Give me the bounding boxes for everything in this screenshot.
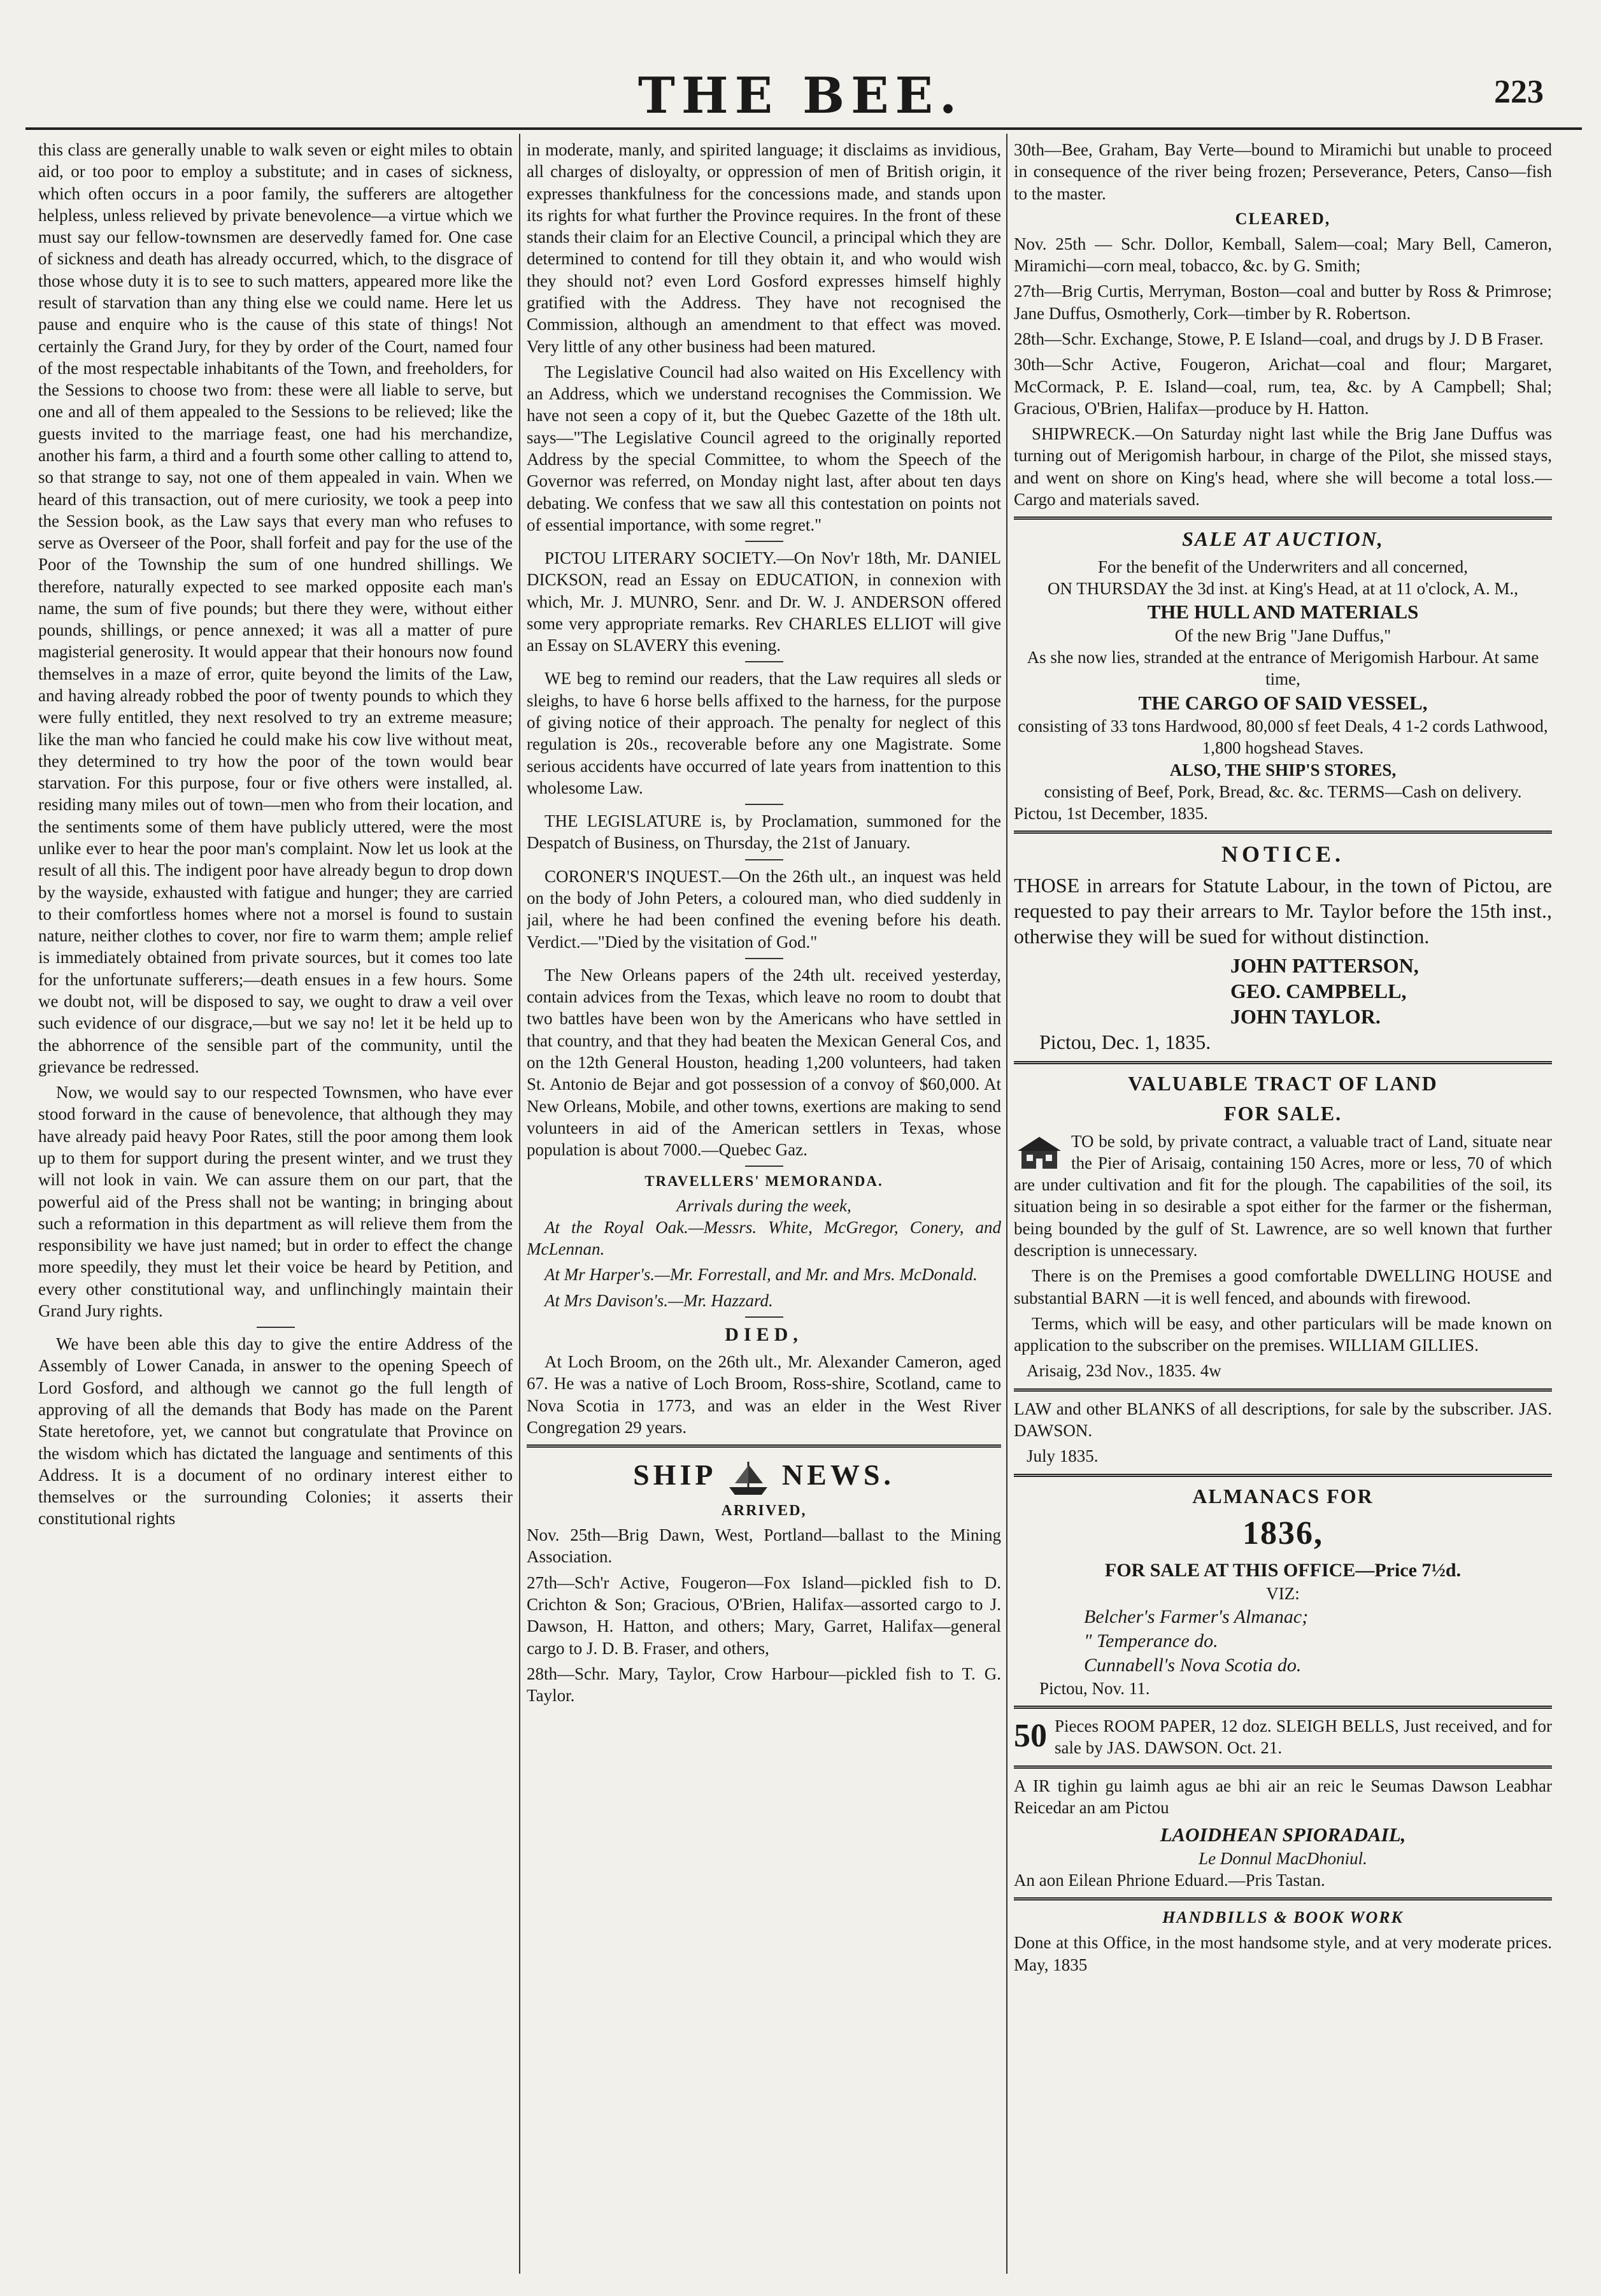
- land-text: There is on the Premises a good comfortable DWELLING HOUSE and substantial BARN —it is well fenced, and abounds with firewood.: [1014, 1266, 1552, 1308]
- auction-title: SALE AT AUCTION,: [1182, 527, 1384, 551]
- auction-ad: [1014, 526, 1552, 824]
- travellers-heading: TRAVELLERS' MEMORANDA.: [644, 1173, 883, 1190]
- traveller-entry: At Mr Harper's.—Mr. Forrestall, and Mr. and Mrs. McDonald.: [544, 1265, 978, 1285]
- arrived-heading: ARRIVED,: [721, 1502, 807, 1519]
- gaelic-title: LAOIDHEAN SPIORADAIL,: [1160, 1823, 1406, 1846]
- notice-signer: JOHN TAYLOR.: [1230, 1005, 1381, 1029]
- handbills-ad: [1014, 1907, 1552, 1976]
- separator: [745, 804, 783, 805]
- land-text: Terms, which will be easy, and other particulars will be made known on application to the subscriber on the premises. WILLIAM GILLIES.: [1014, 1313, 1552, 1355]
- masthead-rule: [25, 127, 1582, 130]
- article-paragraph: WE beg to remind our readers, that the Law requires all sleds or sleighs, to have 6 horse bells affixed to the harness, for the purpose of giving notice of their approach. The penalty for neglect of this regulation is 20s., recoverable before any one Magistrate. Some serious accidents have occurred of late years from inattention to this wholesome Law.: [527, 669, 1001, 797]
- double-rule: [1014, 831, 1552, 834]
- land-title: VALUABLE TRACT OF LAND: [1128, 1072, 1438, 1095]
- almanac-title: ALMANACS FOR: [1192, 1484, 1374, 1508]
- gaelic-ad: [1014, 1775, 1552, 1891]
- arrival-entry: Nov. 25th—Brig Dawn, West, Portland—ballast to the Mining Association.: [527, 1525, 1001, 1567]
- column-3: [1014, 139, 1552, 2241]
- notice-ad: [1014, 840, 1552, 1055]
- auction-line: THE CARGO OF SAID VESSEL,: [1138, 691, 1428, 714]
- gaelic-author: Le Donnul MacDhoniul.: [1199, 1848, 1367, 1868]
- notice-signer: GEO. CAMPBELL,: [1230, 980, 1407, 1003]
- separator: [745, 541, 783, 542]
- ship-news-left: SHIP: [633, 1458, 715, 1492]
- article-paragraph: We have been able this day to give the entire Address of the Assembly of Lower Canada, in answer to the opening Speech of Lord Gosford, and although we cannot go the full length of approving of all the demands that Body has made on the Parent State heretofore, yet, we cannot but congratulate that Province on the wisdom which has dictated the language and sentiments of this Address. It is a document of no ordinary interest either to themselves or the surrounding Colonies; it asserts their constitutional rights: [38, 1334, 513, 1529]
- almanac-ad: [1014, 1483, 1552, 1700]
- cleared-entry: 30th—Schr Active, Fougeron, Arichat—coal and flour; Margaret, McCormack, P. E. Island—coal, rum, tea, &c. by A Campbell; Shal; Gracious, O'Brien, Halifax—produce by H. Hatton.: [1014, 355, 1552, 418]
- cleared-heading: CLEARED,: [1235, 209, 1331, 228]
- page-number: 223: [1494, 74, 1544, 110]
- gaelic-price: An aon Eilean Phrione Eduard.—Pris Tastan.: [1014, 1870, 1325, 1890]
- almanac-viz: VIZ:: [1266, 1584, 1300, 1604]
- almanac-date: Pictou, Nov. 11.: [1039, 1678, 1150, 1698]
- notice-signer: JOHN PATTERSON,: [1230, 954, 1419, 978]
- cleared-entry: Nov. 25th — Schr. Dollor, Kemball, Salem—coal; Mary Bell, Cameron, Miramichi—corn meal, tobacco, &c. by G. Smith;: [1014, 234, 1552, 276]
- traveller-entry: At the Royal Oak.—Messrs. White, McGregor, Conery, and McLennan.: [527, 1217, 1001, 1259]
- land-text: TO be sold, by private contract, a valuable tract of Land, situate near the Pier of Arisaig, containing 150 Acres, more or less, 70 of which are under cultivation and fit for the plough. The capabilities of the soil, its situation being in so desirable a spot either for the farmer or the fisherman, being bounded by the gulf of St. Lawrence, are so well known that further description is unnecessary.: [1014, 1131, 1552, 1260]
- double-rule: [1014, 517, 1552, 520]
- masthead: [0, 61, 1601, 125]
- almanac-item: Belcher's Farmer's Almanac;: [1084, 1606, 1309, 1627]
- almanac-sale: FOR SALE AT THIS OFFICE—Price 7½d.: [1104, 1560, 1462, 1581]
- article-paragraph: The Legislative Council had also waited on His Excellency with an Address, which we understand recognises the Commission. We have not seen a copy of it, but the Quebec Gazette of the 18th ult. says—"The Legislative Council agreed to the originally reported Address by the special Committee, to whom the Speech of the Governor was referred, on Monday night last, after about ten days debating. We confess that we saw all this contestation on points not of essential importance, with some regret.": [527, 362, 1001, 534]
- double-rule: [1014, 1897, 1552, 1900]
- auction-line: consisting of 33 tons Hardwood, 80,000 sf feet Deals, 4 1-2 cords Lathwood, 1,800 hogshead Staves.: [1018, 716, 1548, 758]
- room-paper-number: 50: [1014, 1718, 1047, 1755]
- article-paragraph: PICTOU LITERARY SOCIETY.—On Nov'r 18th, Mr. DANIEL DICKSON, read an Essay on EDUCATION, in connexion with which, Mr. J. MUNRO, Senr. and Dr. W. J. ANDERSON offered some very appropriate remarks. Rev CHARLES ELLIOT will give an Essay on SLAVERY this evening.: [527, 548, 1001, 655]
- notice-text: THOSE in arrears for Statute Labour, in the town of Pictou, are requested to pay their arrears to Mr. Taylor before the 15th inst., otherwise they will be sued for without distinction.: [1014, 874, 1552, 948]
- room-paper-text: Pieces ROOM PAPER, 12 doz. SLEIGH BELLS, Just received, and for sale by JAS. DAWSON. Oct. 21.: [1055, 1716, 1552, 1758]
- separator: [745, 661, 783, 662]
- almanac-year: 1836,: [1242, 1515, 1323, 1552]
- handbills-title: HANDBILLS & BOOK WORK: [1162, 1908, 1404, 1927]
- travellers-subheading: Arrivals during the week,: [676, 1195, 851, 1215]
- article-paragraph: The New Orleans papers of the 24th ult. received yesterday, contain advices from the Texas, which leave no room to doubt that two battles have been won by the Americans who have settled in that country, and that they had beaten the Mexican General Cos, and on the 12th General Houston, heading 1,200 volunteers, had taken St. Antonio de Bejar and got possession of a convoy of $60,000. At New Orleans, Mobile, and other towns, exertions are making to send volunteers in aid of the American settlers in Texas, whose population is about 7000.—Quebec Gaz.: [527, 965, 1001, 1160]
- land-ad: [1014, 1071, 1552, 1381]
- auction-line: Of the new Brig "Jane Duffus,": [1174, 625, 1391, 645]
- article-paragraph: in moderate, manly, and spirited language; it disclaims as invidious, all charges of disloyalty, or oppression of men of British origin, it expresses thankfulness for the concessions made, and stands upon its rights for what further the Province requires. In the front of these stands their claim for an Elective Council, a principal which they are determined to contend for till they obtain it, and who would wish they should not? even Lord Gosford expresses himself highly gratified with the Address. They have not recognised the Commission, although an amendment to that effect was moved. Very little of any other business had been matured.: [527, 140, 1001, 356]
- notice-date: Pictou, Dec. 1, 1835.: [1039, 1030, 1211, 1054]
- separator: [745, 859, 783, 860]
- auction-line: As she now lies, stranded at the entrance of Merigomish Harbour. At same time,: [1027, 648, 1539, 689]
- separator: [745, 958, 783, 959]
- gaelic-text: A IR tighin gu laimh agus ae bhi air an reic le Seumas Dawson Leabhar Reicedar an am Pictou: [1014, 1776, 1552, 1818]
- column-rule-1: [519, 134, 520, 2274]
- double-rule: [1014, 1061, 1552, 1064]
- article-paragraph: this class are generally unable to walk seven or eight miles to obtain aid, or too poor to employ a substitute; and in cases of sickness, which often occurs in a poor family, the sufferers are altogether helpless, unless relieved by private benevolence—a virtue which we must say our fellow-townsmen are deservedly famed for. One case of sickness and death has already occurred, which, to the disgrace of those whose duty it is to see to such matters, appeared more like the result of starvation than any thing else we could name. Here let us pause and enquire who is the cause of this state of things! Not certainly the Grand Jury, for they by order of the Court, named four of the most respectable inhabitants of the Town, and freeholders, for the Sessions to choose two from: these were all liable to serve, but one and all of them appealed to the Sessions to be relieved; like the guests invited to the marriage feast, one had his merchandize, another his farm, a third and a fourth some other calling to attend to, so that strange to say, not one of them appealed in vain. When we heard of this transaction, out of mere curiosity, we took a peep into the Session book, as the Law says that every man who refuses to serve as Overseer of the Poor, shall forfeit and pay for the use of the Poor of the Township the sum of one hundred shillings. We therefore, naturally expected to see marked opposite each man's name, the sum of five pounds; but there they were, without either pounds, shillings, or pence annexed; it was all a matter of pure magisterial generosity. It would appear that their honours now found themselves in a maze of error, quite beyond the limits of the Law, and having already robbed the poor of twenty pounds to which they were fully entitled, they next resolved to try an extreme measure; like the man who fancied he could make his cow live without meat, they determined to try how the poor of the town would bear starvation. For this purpose, four or five others were installed, al. residing many miles out of town—men who from their location, and the sentiments some of them have publicly uttered, were the most unlike ever to hear the poor man's complaint. Now let us look at the result of all this. The indigent poor have already begun to drop down by the wayside, exhausted with fatigue and hunger; they are carried to their comfortless homes where not a morsel is found to sustain nature, neither clothes to cover, nor fire to warm them; ample relief is immediately obtained from private sources, but it comes too late for the unfortunate sufferers;—death ensues in a few hours. Some we doubt not, will be disposed to say, we ought to draw a veil over such evidence of our disgrace,—but we say no! let it be held up to the abhorrence of the sensible part of the community, until the grievance be redressed.: [38, 140, 513, 1076]
- separator: [745, 1316, 783, 1318]
- ship-icon: [726, 1459, 771, 1497]
- article-paragraph: THE LEGISLATURE is, by Proclamation, summoned for the Despatch of Business, on Thursday, the 21st of January.: [527, 811, 1001, 853]
- double-rule: [1014, 1706, 1552, 1709]
- double-rule: [1014, 1474, 1552, 1477]
- handbills-text: Done at this Office, in the most handsome style, and at very moderate prices. May, 1835: [1014, 1933, 1552, 1974]
- blanks-ad: [1014, 1398, 1552, 1467]
- shipwreck-notice: SHIPWRECK.—On Saturday night last while the Brig Jane Duffus was turning out of Merigomish harbour, in charge of the Pilot, she missed stays, and went on shore on King's head, where she will become a total loss.—Cargo and materials saved.: [1014, 424, 1552, 509]
- cleared-entry: 27th—Brig Curtis, Merryman, Boston—coal and butter by Ross & Primrose; Jane Duffus, Osmotherly, Cork—timber by R. Robertson.: [1014, 282, 1552, 323]
- arrival-entry: 30th—Bee, Graham, Bay Verte—bound to Miramichi but unable to proceed in consequence of the river being frozen; Perseverance, Peters, Canso—fish to the master.: [1014, 140, 1552, 203]
- column-2: [527, 139, 1001, 2241]
- obituary: At Loch Broom, on the 26th ult., Mr. Alexander Cameron, aged 67. He was a native of Loch Broom, Ross-shire, Scotland, came to Nova Scotia in 1773, and was an elder in the West River Congregation 29 years.: [527, 1352, 1001, 1437]
- blanks-date: July 1835.: [1027, 1446, 1099, 1466]
- double-rule: [1014, 1388, 1552, 1392]
- ship-news-right: NEWS.: [781, 1458, 895, 1492]
- article-paragraph: CORONER'S INQUEST.—On the 26th ult., an inquest was held on the body of John Peters, a coloured man, who died suddenly in jail, where he had been confined the evening before his death. Verdict.—"Died by the visitation of God.": [527, 866, 1001, 952]
- auction-line: THE HULL AND MATERIALS: [1147, 601, 1419, 624]
- land-subtitle: FOR SALE.: [1223, 1102, 1342, 1125]
- traveller-entry: At Mrs Davison's.—Mr. Hazzard.: [544, 1290, 773, 1310]
- article-paragraph: Now, we would say to our respected Townsmen, who have ever stood forward in the cause of benevolence, that although they may have already paid heavy Poor Rates, still the poor among them look up to them for support during the present winter, and we trust they will not look in vain. We can assure them on our part, that the powerful aid of the Press shall not be wanting; in bringing about such a reformation in this department as will relieve them from the responsibility we have just named; but in order to effect the change more speedily, they must let their voice be heard by Petition, and every other constitutional way, and unflinchingly maintain their Grand Jury rights.: [38, 1083, 513, 1320]
- land-date: Arisaig, 23d Nov., 1835. 4w: [1027, 1361, 1221, 1381]
- auction-line: For the benefit of the Underwriters and all concerned,: [1097, 557, 1469, 576]
- arrival-entry: 28th—Schr. Mary, Taylor, Crow Harbour—pickled fish to T. G. Taylor.: [527, 1664, 1001, 1706]
- ship-news-banner: [527, 1457, 1001, 1497]
- double-rule: [1014, 1765, 1552, 1769]
- separator: [745, 1166, 783, 1167]
- double-rule: [527, 1444, 1001, 1448]
- auction-line: ON THURSDAY the 3d inst. at King's Head, at at 11 o'clock, A. M.,: [1048, 579, 1518, 599]
- auction-line: ALSO, THE SHIP'S STORES,: [1169, 760, 1397, 780]
- cleared-entry: 28th—Schr. Exchange, Stowe, P. E Island—coal, and drugs by J. D B Fraser.: [1014, 329, 1544, 348]
- house-icon: [1014, 1133, 1065, 1171]
- separator: [257, 1327, 295, 1328]
- died-heading: DIED,: [725, 1323, 803, 1345]
- almanac-item: " Temperance do.: [1084, 1630, 1218, 1651]
- arrival-entry: 27th—Sch'r Active, Fougeron—Fox Island—pickled fish to D. Crichton & Son; Gracious, O'Brien, Halifax—assorted cargo to J. Dawson, H. Hatton, and others; Mary, Garret, Halifax—general cargo to J. D. B. Fraser, and others,: [527, 1572, 1001, 1658]
- blanks-text: LAW and other BLANKS of all descriptions, for sale by the subscriber. JAS. DAWSON.: [1014, 1399, 1552, 1441]
- auction-date: Pictou, 1st December, 1835.: [1014, 804, 1208, 824]
- notice-title: NOTICE.: [1221, 841, 1345, 867]
- column-rule-2: [1006, 134, 1007, 2274]
- auction-line: consisting of Beef, Pork, Bread, &c. &c. TERMS—Cash on delivery.: [1044, 781, 1522, 801]
- room-paper-ad: [1014, 1715, 1552, 1759]
- almanac-item: Cunnabell's Nova Scotia do.: [1084, 1654, 1302, 1676]
- column-1: [38, 139, 513, 2241]
- newspaper-title: THE BEE.: [637, 67, 964, 125]
